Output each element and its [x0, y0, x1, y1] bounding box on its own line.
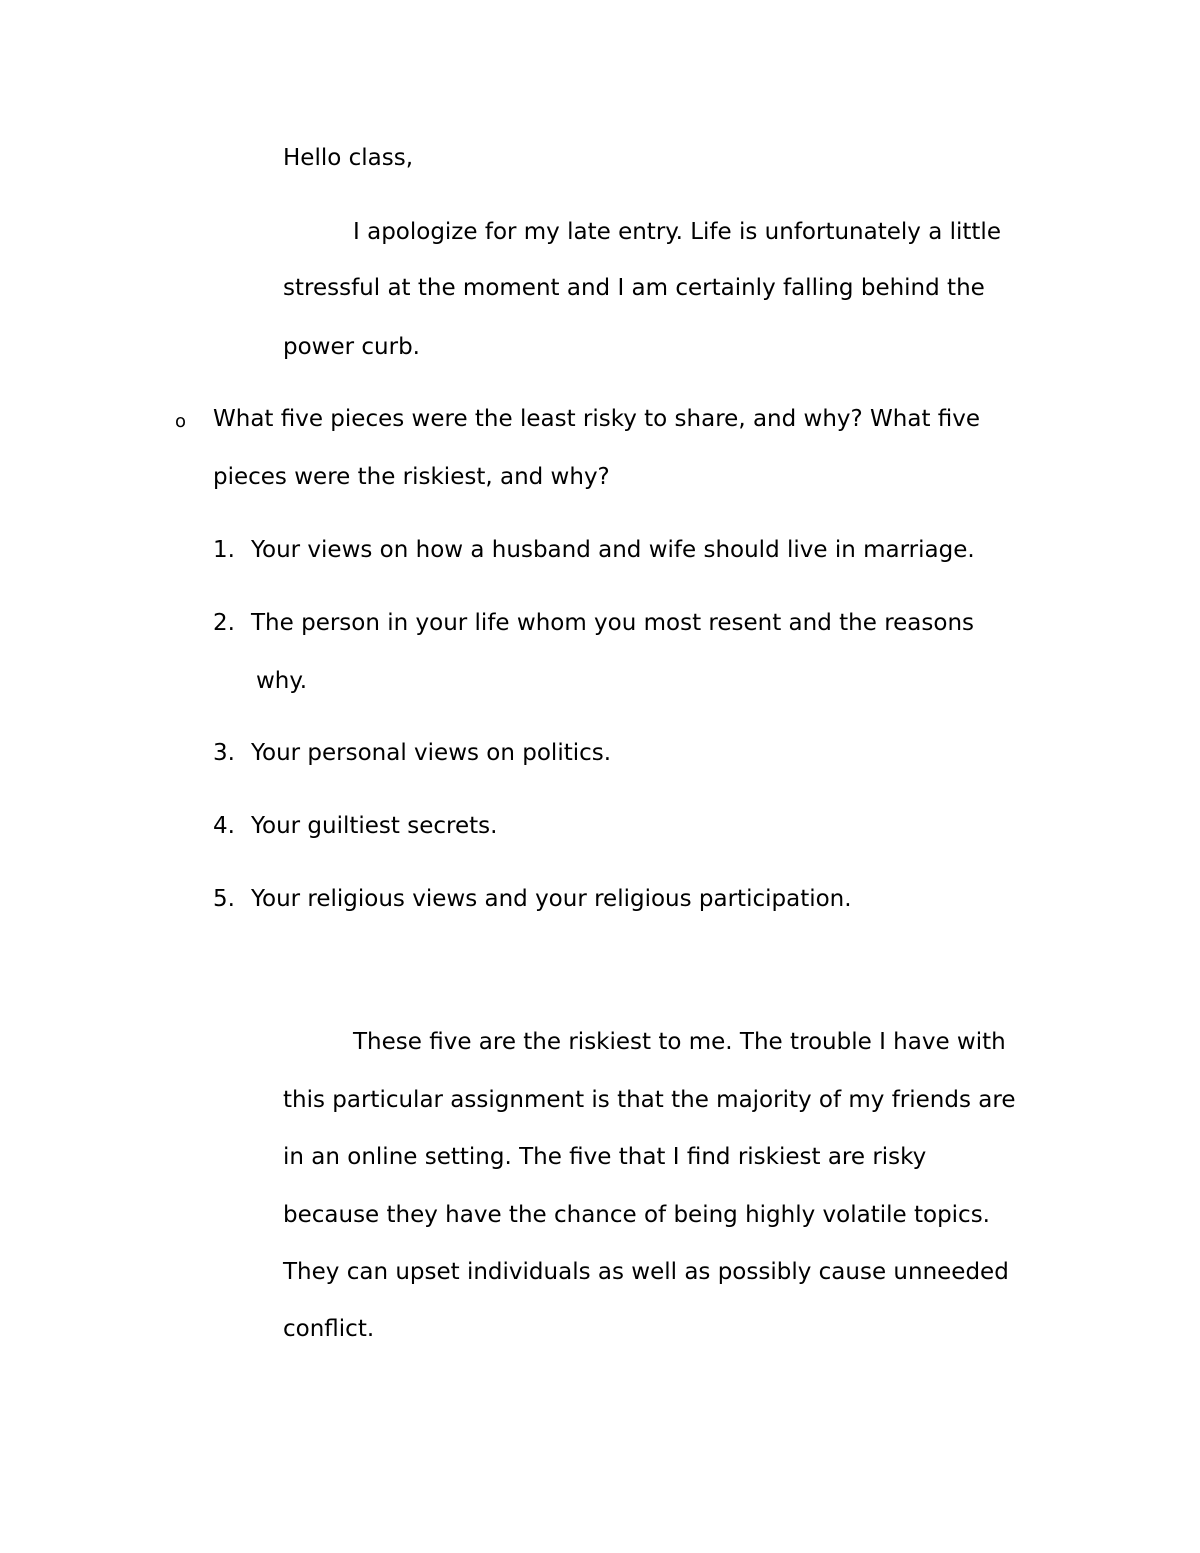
list-item-number: 2. [213, 610, 235, 636]
intro-line-2: stressful at the moment and I am certainly falling behind the [283, 275, 985, 301]
list-item-text: Your views on how a husband and wife should live in marriage. [251, 537, 975, 563]
question-line-2: pieces were the riskiest, and why? [213, 464, 610, 490]
list-item-number: 5. [213, 886, 235, 912]
list-item-number: 4. [213, 813, 235, 839]
list-item-text: Your personal views on politics. [251, 740, 612, 766]
intro-line-1: I apologize for my late entry. Life is unfortunately a little [353, 219, 1001, 245]
greeting: Hello class, [283, 145, 414, 171]
list-item-text: Your guiltiest secrets. [251, 813, 498, 839]
question-line-1: What five pieces were the least risky to share, and why? What five [213, 406, 981, 432]
conclusion-line-3: in an online setting. The five that I find riskiest are risky [283, 1144, 927, 1170]
conclusion-line-4: because they have the chance of being highly volatile topics. [283, 1202, 990, 1228]
conclusion-line-5: They can upset individuals as well as possibly cause unneeded [283, 1259, 1009, 1285]
list-item-text: The person in your life whom you most resent and the reasons [251, 610, 975, 636]
conclusion-line-6: conflict. [283, 1316, 375, 1342]
list-item-text-continued: why. [256, 668, 308, 694]
conclusion-line-2: this particular assignment is that the majority of my friends are [283, 1087, 1016, 1113]
question-bullet-marker: o [175, 411, 187, 432]
list-item-text: Your religious views and your religious participation. [251, 886, 852, 912]
intro-line-3: power curb. [283, 334, 420, 360]
list-item-number: 3. [213, 740, 235, 766]
list-item-number: 1. [213, 537, 235, 563]
conclusion-line-1: These five are the riskiest to me. The trouble I have with [353, 1029, 1006, 1055]
